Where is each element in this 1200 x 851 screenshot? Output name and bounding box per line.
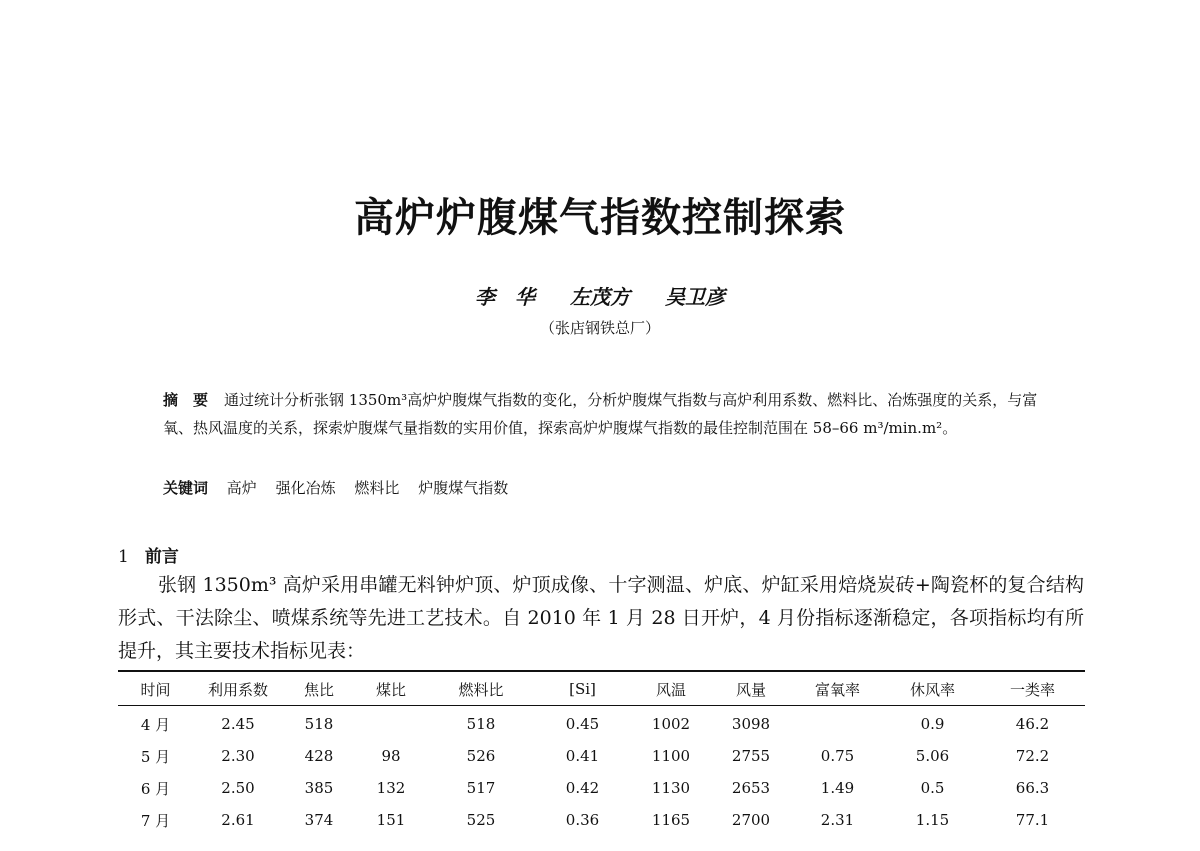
table-cell: 385	[304, 779, 334, 797]
column-header: 一类率	[1009, 680, 1055, 699]
table-cell: 0.45	[565, 715, 600, 733]
column-header: [Si]	[569, 680, 596, 698]
table-cell: 72.2	[1015, 747, 1050, 765]
table-top-rule	[118, 670, 1085, 672]
author-list	[0, 281, 1200, 310]
table-cell: 1.49	[820, 779, 855, 797]
table-cell	[790, 704, 885, 740]
table-cell: 77.1	[1015, 811, 1050, 829]
abstract-text: 通过统计分析张钢 1350m³高炉炉腹煤气指数的变化，分析炉腹煤气指数与高炉利用系数、燃料比、冶炼强度的关系，与富氧、热风温度的关系，探索炉腹煤气量指数的实用价值，探索高炉炉腹煤气指数的最佳控制范围在 58–66 m³/min.m²。	[163, 391, 1038, 437]
table-cell: 0.42	[565, 779, 600, 797]
table-cell: 98	[381, 747, 401, 765]
table-cell: 2.61	[221, 811, 255, 829]
table-cell: 0.41	[565, 747, 600, 765]
column-header: 时间	[140, 680, 171, 699]
abstract	[163, 386, 1043, 442]
section-body	[118, 569, 1084, 668]
column-header: 风温	[655, 680, 686, 699]
keywords-label: 关键词	[163, 479, 209, 497]
table-cell: 1100	[651, 747, 691, 765]
table-cell: 1130	[651, 779, 691, 797]
table-cell: 526	[466, 747, 496, 765]
column-header: 风量	[735, 680, 766, 699]
section-number: 1	[118, 547, 129, 567]
table-cell: 518	[466, 715, 496, 733]
table-cell: 1165	[651, 811, 691, 829]
table-cell: 132	[376, 779, 406, 797]
table-cell: 1002	[651, 715, 691, 733]
keyword: 高炉	[226, 479, 257, 497]
paragraph: 张钢 1350m³ 高炉采用串罐无料钟炉顶、炉顶成像、十字测温、炉底、炉缸采用焙烧炭砖+陶瓷杯的复合结构形式、干法除尘、喷煤系统等先进工艺技术。自 2010 年 1 月 28 日开炉，4 月份指标逐渐稳定，各项指标均有所提升，其主要技术指标见表：	[118, 574, 1084, 662]
table-row	[118, 740, 1085, 772]
table-cell: 0.75	[820, 747, 855, 765]
section-title: 前言	[144, 547, 179, 567]
column-header: 富氧率	[814, 680, 860, 699]
table-row	[118, 704, 1085, 740]
table-cell: 0.9	[920, 715, 945, 733]
table-header-row	[118, 674, 1085, 704]
table-cell: 428	[304, 747, 334, 765]
table-row	[118, 804, 1085, 836]
section-heading	[118, 542, 179, 567]
table-cell	[355, 704, 427, 740]
affiliation: （张店钢铁总厂）	[539, 319, 660, 337]
table-cell: 374	[304, 811, 334, 829]
table-cell: 6 月	[140, 779, 171, 798]
table-cell: 2653	[731, 779, 771, 797]
table-cell: 518	[304, 715, 334, 733]
table-cell: 517	[466, 779, 496, 797]
table-cell: 4 月	[140, 715, 171, 734]
keyword: 炉腹煤气指数	[418, 479, 509, 497]
table-cell: 46.2	[1015, 715, 1050, 733]
paper-title: 高炉炉腹煤气指数控制探索	[354, 195, 846, 241]
table-cell: 5.06	[915, 747, 950, 765]
column-header: 煤比	[375, 680, 406, 699]
table-cell: 66.3	[1015, 779, 1050, 797]
keyword: 燃料比	[354, 479, 400, 497]
column-header: 焦比	[303, 680, 334, 699]
author-name: 左茂方	[570, 285, 630, 309]
author-name: 李 华	[475, 285, 536, 309]
table-cell: 2.31	[820, 811, 855, 829]
table-cell: 2.30	[221, 747, 255, 765]
table-cell: 7 月	[140, 811, 171, 830]
indicator-table	[118, 674, 1085, 836]
table-row	[118, 772, 1085, 804]
table-cell: 2.45	[221, 715, 255, 733]
table-cell: 2755	[731, 747, 771, 765]
keywords	[163, 476, 1043, 500]
table-cell: 5 月	[140, 747, 171, 766]
table-cell: 2.50	[221, 779, 255, 797]
abstract-label: 摘 要	[163, 391, 209, 409]
keyword: 强化冶炼	[275, 479, 336, 497]
column-header: 休风率	[909, 680, 955, 699]
table-cell: 3098	[731, 715, 771, 733]
table-cell: 1.15	[915, 811, 950, 829]
column-header: 利用系数	[207, 680, 268, 699]
table-cell: 151	[376, 811, 406, 829]
column-header: 燃料比	[458, 680, 504, 699]
table-cell: 525	[466, 811, 496, 829]
table-cell: 0.36	[565, 811, 600, 829]
author-name: 吴卫彦	[664, 285, 725, 309]
table-cell: 2700	[731, 811, 771, 829]
table-cell: 0.5	[920, 779, 945, 797]
